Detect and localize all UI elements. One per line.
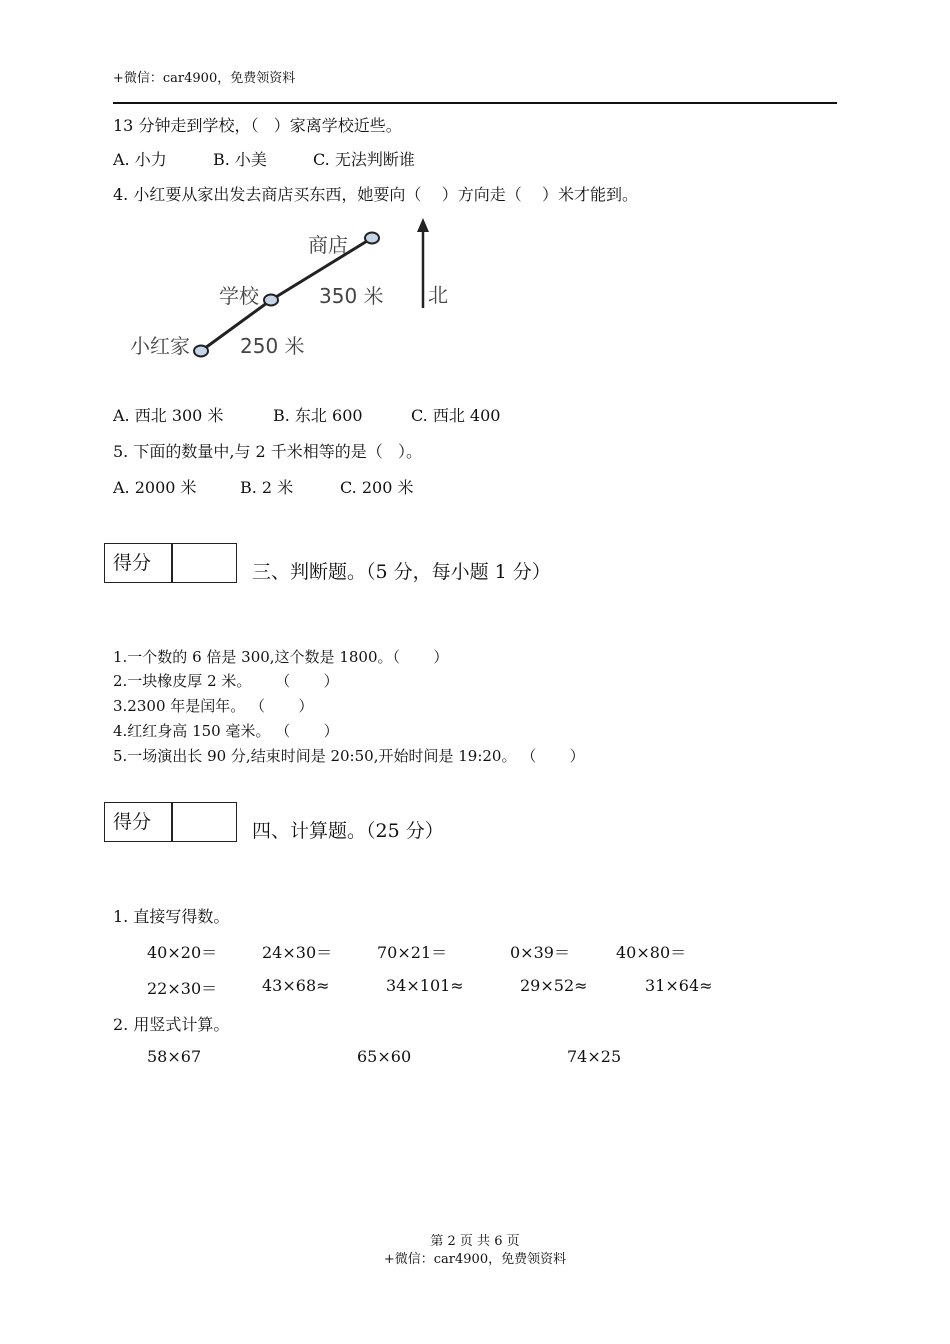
home-label: 小红家 xyxy=(130,334,190,358)
route-map xyxy=(120,210,460,370)
q5-option-c: C. 200 米 xyxy=(340,478,414,497)
q5-option-b: B. 2 米 xyxy=(240,478,294,497)
q3-option-b: B. 小美 xyxy=(213,150,267,169)
home-point xyxy=(194,346,208,357)
north-label: 北 xyxy=(428,283,448,307)
shop-label: 商店 xyxy=(308,233,348,257)
calc-item: 70×21＝ xyxy=(377,943,448,962)
page-number: 第 2 页 共 6 页 xyxy=(430,1234,520,1249)
q5-text: 5. 下面的数量中,与 2 千米相等的是（ ）。 xyxy=(113,442,423,461)
judge-item-2: 2.一块橡皮厚 2 米。 （ ） xyxy=(113,672,339,690)
calc-item: 24×30＝ xyxy=(262,943,333,962)
score-label: 得分 xyxy=(113,811,152,833)
vertical-calc-item: 65×60 xyxy=(357,1047,412,1066)
calc-item: 22×30＝ xyxy=(147,979,218,998)
judge-item-1: 1.一个数的 6 倍是 300,这个数是 1800。（ ） xyxy=(113,648,449,666)
q4-option-b: B. 东北 600 xyxy=(273,406,363,425)
section3-title: 三、判断题。（5 分，每小题 1 分） xyxy=(252,561,551,583)
q3-option-a: A. 小力 xyxy=(113,150,167,169)
calc-item: 34×101≈ xyxy=(386,976,464,995)
calc-item: 40×80＝ xyxy=(616,943,687,962)
calc-item: 31×64≈ xyxy=(645,976,713,995)
section4-title: 四、计算题。（25 分） xyxy=(252,820,444,842)
calc-q2-label: 2. 用竖式计算。 xyxy=(113,1015,230,1034)
vertical-calc-item: 58×67 xyxy=(147,1047,202,1066)
score-box-section4 xyxy=(104,802,237,842)
q4-option-a: A. 西北 300 米 xyxy=(113,406,224,425)
distance-lower-label: 250 米 xyxy=(240,334,305,358)
footer-note: +微信：car4900，免费领资料 xyxy=(383,1252,567,1267)
score-box-divider xyxy=(171,544,173,582)
score-label: 得分 xyxy=(113,552,152,574)
calc-q1-label: 1. 直接写得数。 xyxy=(113,907,230,926)
q3-tail: 13 分钟走到学校，（ ）家离学校近些。 xyxy=(113,116,402,135)
school-point xyxy=(264,295,278,306)
judge-item-3: 3.2300 年是闰年。 （ ） xyxy=(113,697,314,715)
calc-item: 40×20＝ xyxy=(147,943,218,962)
header-note: +微信：car4900，免费领资料 xyxy=(113,71,296,86)
school-label: 学校 xyxy=(219,284,259,308)
q4-option-c: C. 西北 400 xyxy=(411,406,501,425)
q4-text: 4. 小红要从家出发去商店买东西，她要向（ ）方向走（ ）米才能到。 xyxy=(113,185,639,204)
q3-option-c: C. 无法判断谁 xyxy=(313,150,415,169)
score-box-divider xyxy=(171,803,173,841)
calc-item: 43×68≈ xyxy=(262,976,330,995)
calc-item: 0×39＝ xyxy=(510,943,570,962)
vertical-calc-item: 74×25 xyxy=(567,1047,622,1066)
q5-option-a: A. 2000 米 xyxy=(113,478,197,497)
shop-point xyxy=(365,233,379,244)
header-divider xyxy=(113,102,837,104)
north-arrow-icon xyxy=(417,218,429,232)
judge-item-4: 4.红红身高 150 毫米。 （ ） xyxy=(113,722,339,740)
judge-item-5: 5.一场演出长 90 分,结束时间是 20:50,开始时间是 19:20。 （ ） xyxy=(113,747,585,765)
score-box-section3 xyxy=(104,543,237,583)
distance-upper-label: 350 米 xyxy=(319,284,384,308)
calc-item: 29×52≈ xyxy=(520,976,588,995)
